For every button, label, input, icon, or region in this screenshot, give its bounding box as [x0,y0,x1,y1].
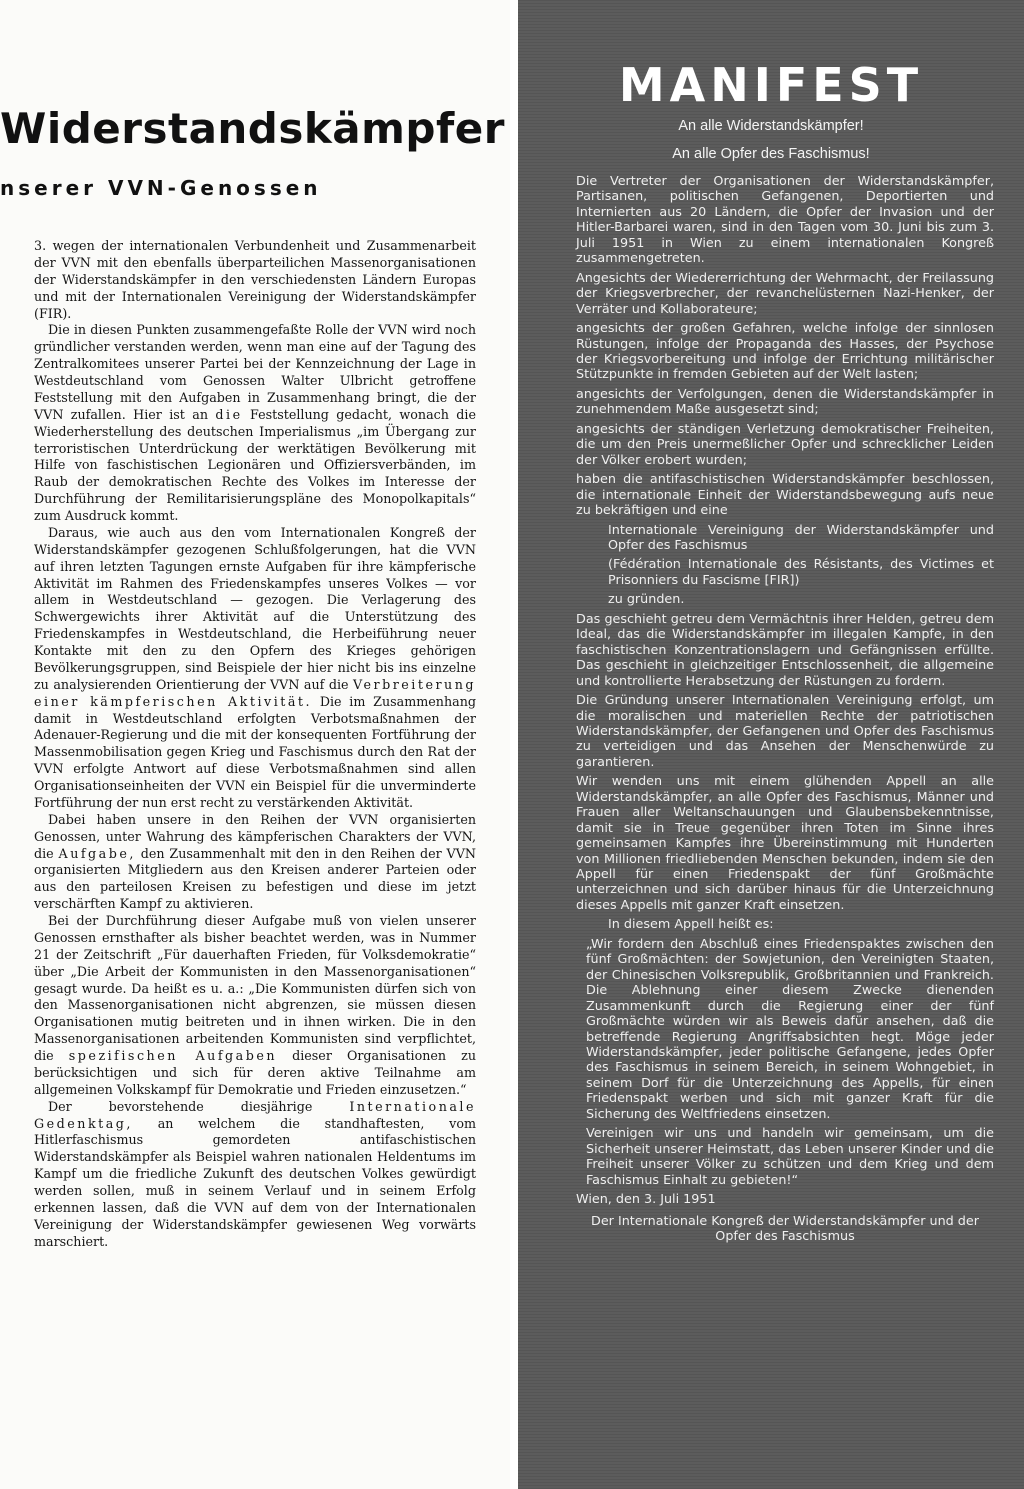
text-run: Die in diesen Punkten zusammengefaßte Rolle der VVN wird noch gründlicher verstanden werden, wenn man eine auf der Tagung des Zentralkomitees unserer Partei bei der Kennzeichnung der Lage in Westdeutschland vom Genossen Walter Ulbricht getroffene Feststellung mit den Aufgaben in Zusammenhang bringt, die der VVN zufallen. Hier ist an [34,322,476,422]
date-line: Wien, den 3. Juli 1951 [576,1192,716,1208]
emphasis: Internationale Gedenktag, [34,1098,476,1131]
manifest-paragraph: angesichts der ständigen Verletzung demokratischer Freiheiten, die um den Preis unermeßlicher Opfer und schrecklicher Leiden der Völker erobert wurden; [576,421,994,468]
paragraph [34,913,476,1099]
manifest-paragraph: Wir wenden uns mit einem glühenden Appell an alle Widerstandskämpfer, an alle Opfer des Faschismus, Männer und Frauen aller Weltanschauungen und Glaubensbekenntnisse, damit sie in Treue gegenüber ihren Toten im Sinne ihres gemeinsamen Kampfes ihre Übereinstimmung mit Hunderten von Millionen friedliebenden Menschen bekunden, indem sie den Appell für einen Friedenspakt der fünf Großmächte unterzeichnen und sich darüber hinaus für die Unterzeichnung dieses Appells mit ganzer Kraft einsetzen. [576,774,994,913]
emphasis: Verbreiterung einer kämpferischen Aktivität. [34,676,476,709]
manifest-paragraph: angesichts der großen Gefahren, welche infolge der sinnlosen Rüstungen, infolge der Propaganda des Hasses, der Psychose der Kriegsvorbereitung und infolge der Errichtung militärischer Stützpunkte in fremden Gebieten auf der Welt lasten; [576,321,994,383]
manifest-panel [518,0,1024,1489]
paragraph [34,812,476,913]
text-run: den Zusammenhalt mit den in den Reihen der VVN organisierten Mitgliedern aus den Kreisen anderer Parteien oder aus den parteilosen Kreisen zu befestigen und diese im jetzt verschärften Kampf zu aktivieren. [34,845,476,912]
manifest-body [576,174,994,1248]
appeal-quote: Vereinigen wir uns und handeln wir gemeinsam, um die Sicherheit unserer Heimstatt, das Leben unserer Kinder und die Freiheit unserer Völker zu schützen und dem Krieg und dem Faschismus Einhalt zu gebieten!“ [586,1126,994,1188]
text-run: dieser Organisationen zu berücksichtigen und sich für deren aktive Teilnahme am allgemeinen Volkskampf für Demokratie und Frieden einzusetzen.“ [34,1048,477,1097]
article-subheadline: nserer VVN-Genossen [0,176,322,200]
text-run: Bei der Durchführung dieser Aufgabe muß von vielen unserer Genossen ernsthafter als bisher beachtet werden, was in Nummer 21 der Zeitschrift „Für dauerhaften Frieden, für Volksdemokratie“ über „Die Arbeit der Kommunisten in den Massenorganisationen“ gesagt wurde. Da heißt es u. a.: „Die Kommunisten dürfen sich von den Massenorganisationen nicht abgrenzen, sie müssen diesen Organisationen mutig beitreten und in ihnen wirken. Die in den Massenorganisationen arbeitenden Kommunisten sind verpflichtet, die [34,913,476,1063]
manifest-title: MANIFEST [618,58,924,112]
manifest-paragraph: zu gründen. [608,592,685,608]
emphasis: Aufgabe, [58,845,136,861]
paragraph [34,525,476,812]
organization-name-french: (Fédération Internationale des Résistants, des Victimes et Prisonniers du Fascisme [FIR]) [608,557,994,588]
text-run: Daraus, wie auch aus den vom Internationalen Kongreß der Widerstandskämpfer gezogenen Schlußfolgerungen, hat die VVN auf ihren letzten Tagungen ernste Aufgaben für ihre kämpferische Aktivität im Rahmen des Friedenskampfes unseres Volkes — vor allem in Westdeutschland — gezogen. Die Verlagerung des Schwergewichts ihrer Aktivität auf die Unterstützung des Friedenskampfes in Westdeutschland, die Herbeiführung neuer Kontakte mit den zu den Opfern des Krieges gehörigen Bevölkerungsgruppen, sind Beispiele der hier nicht bis ins einzelne zu analysierenden Orientierung der VVN auf die [34,524,476,692]
manifest-paragraph: angesichts der Verfolgungen, denen die Widerstandskämpfer in zunehmendem Maße ausgesetzt sind; [576,386,994,418]
text-run: Dabei haben unsere in den Reihen der VVN organisierten Genossen, unter Wahrung des kämpferischen Charakters der VVN, die [34,811,476,861]
article-headline: Widerstandskämpfer [0,104,505,153]
text-run: Der bevorstehende diesjährige [48,1098,313,1114]
manifest-paragraph: Die Vertreter der Organisationen der Widerstandskämpfer, Partisanen, politischen Gefangenen, Deportierten und Internierten aus 20 Ländern, die Opfer der Invasion und der Hitler-Barbarei waren, sind in den Tagen vom 30. Juni bis zum 3. Juli 1951 in Wien zu einem internationalen Kongreß zusammengetreten. [576,174,994,267]
manifest-appeal: An alle Widerstandskämpfer! [678,118,864,134]
paragraph [34,1099,476,1251]
article-body [34,238,476,1251]
left-column [0,0,510,1489]
manifest-paragraph: In diesem Appell heißt es: [608,917,774,933]
manifest-paragraph: Angesichts der Wiedererrichtung der Wehrmacht, der Freilassung der Kriegsverbrecher, der revanchelüsternen Nazi-Henker, der Verräter und Kollaborateure; [576,270,994,317]
signature: Der Internationale Kongreß der Widerstandskämpfer und der Opfer des Faschismus [591,1213,979,1244]
manifest-paragraph: Die Gründung unserer Internationalen Vereinigung erfolgt, um die moralischen und materiellen Rechte der patriotischen Widerstandskämpfer, der Gefangenen und Opfer des Faschismus zu verteidigen und das Ansehen der Menschenwürde zu garantieren. [576,693,994,770]
paragraph [34,322,476,525]
manifest-paragraph: haben die antifaschistischen Widerstandskämpfer beschlossen, die internationale Einheit der Widerstandsbewegung aufs neue zu bekräftigen und eine [576,472,994,519]
manifest-paragraph: Das geschieht getreu dem Vermächtnis ihrer Helden, getreu dem Ideal, das die Widerstandskämpfer im illegalen Kampfe, in den faschistischen Konzentrationslagern und Gefängnissen erfüllte. Das geschieht in gleichzeitiger Entschlossenheit, die allgemeine und kontrollierte Herabsetzung der Rüstungen zu fordern. [576,611,994,689]
text-run: Feststellung gedacht, wonach die Wiederherstellung des deutschen Imperialismus „im Übergang zur terroristischen Unterdrückung der werktätigen Bevölkerung mit Hilfe von faschistischen Legionären und Offiziersverbänden, im Raub der demokratischen Rechte des Volkes im Interesse der Durchführung der Remilitarisierungspläne des Monopolkapitals“ zum Ausdruck kommt. [34,406,476,523]
emphasis: spezifischen Aufgaben [68,1048,278,1063]
text-run: Die im Zusammenhang damit in Westdeutschland erfolgten Verbotsmaßnahmen der Adenauer-Regierung und die mit der konsequenten Fortführung der Massenmobilisation gegen Krieg und Faschismus durch den Rat der VVN erfolgte Antwort auf diese Verbotsmaßnahmen sind allen Organisationseinheiten der VVN ein Beispiel für die unverminderte Fortführung der nun erst recht zu verstärkenden Aktivität. [34,693,476,810]
text-run: an welchem die standhaftesten, vom Hitlerfaschismus gemordeten antifaschistischen Widerstandskämpfer als Beispiel wahren nationalen Heldentums im Kampf um die friedliche Zukunft des deutschen Volkes gewürdigt werden sollen, muß in seinem Verlauf und in seinem Erfolg erkennen lassen, daß die VVN auf dem von der Internationalen Vereinigung der Widerstandskämpfer gewiesenen Weg vorwärts marschiert. [34,1115,476,1249]
appeal-quote: „Wir fordern den Abschluß eines Friedenspaktes zwischen den fünf Großmächten: der Sowjetunion, den Vereinigten Staaten, der Chinesischen Volksrepublik, Großbritannien und Frankreich. Die Ablehnung einer diesem Zwecke dienenden Zusammenkunft durch die Regierung einer der fünf Großmächte würden wir als Beweis dafür ansehen, daß die betreffende Regierung Angriffsabsichten hegt. Möge jeder Widerstandskämpfer, jeder politische Gefangene, jedes Opfer des Faschismus in seinem Bereich, in seinem Wohngebiet, in seinem Dorf für die Unterzeichnung des Appells, für einen Friedenspakt werben und sich mit ganzer Kraft für die Sicherung des Weltfriedens einsetzen. [586,936,994,1122]
organization-name: Internationale Vereinigung der Widerstandskämpfer und Opfer des Faschismus [608,522,994,553]
paragraph: 3. wegen der internationalen Verbundenheit und Zusammenarbeit der VVN mit den ebenfalls überparteilichen Massenorganisationen der Widerstandskämpfer in den verschiedensten Ländern Europas und mit der Internationalen Vereinigung der Widerstandskämpfer (FIR). [34,238,476,321]
emphasis: die [215,406,243,422]
manifest-appeal: An alle Opfer des Faschismus! [672,146,870,162]
